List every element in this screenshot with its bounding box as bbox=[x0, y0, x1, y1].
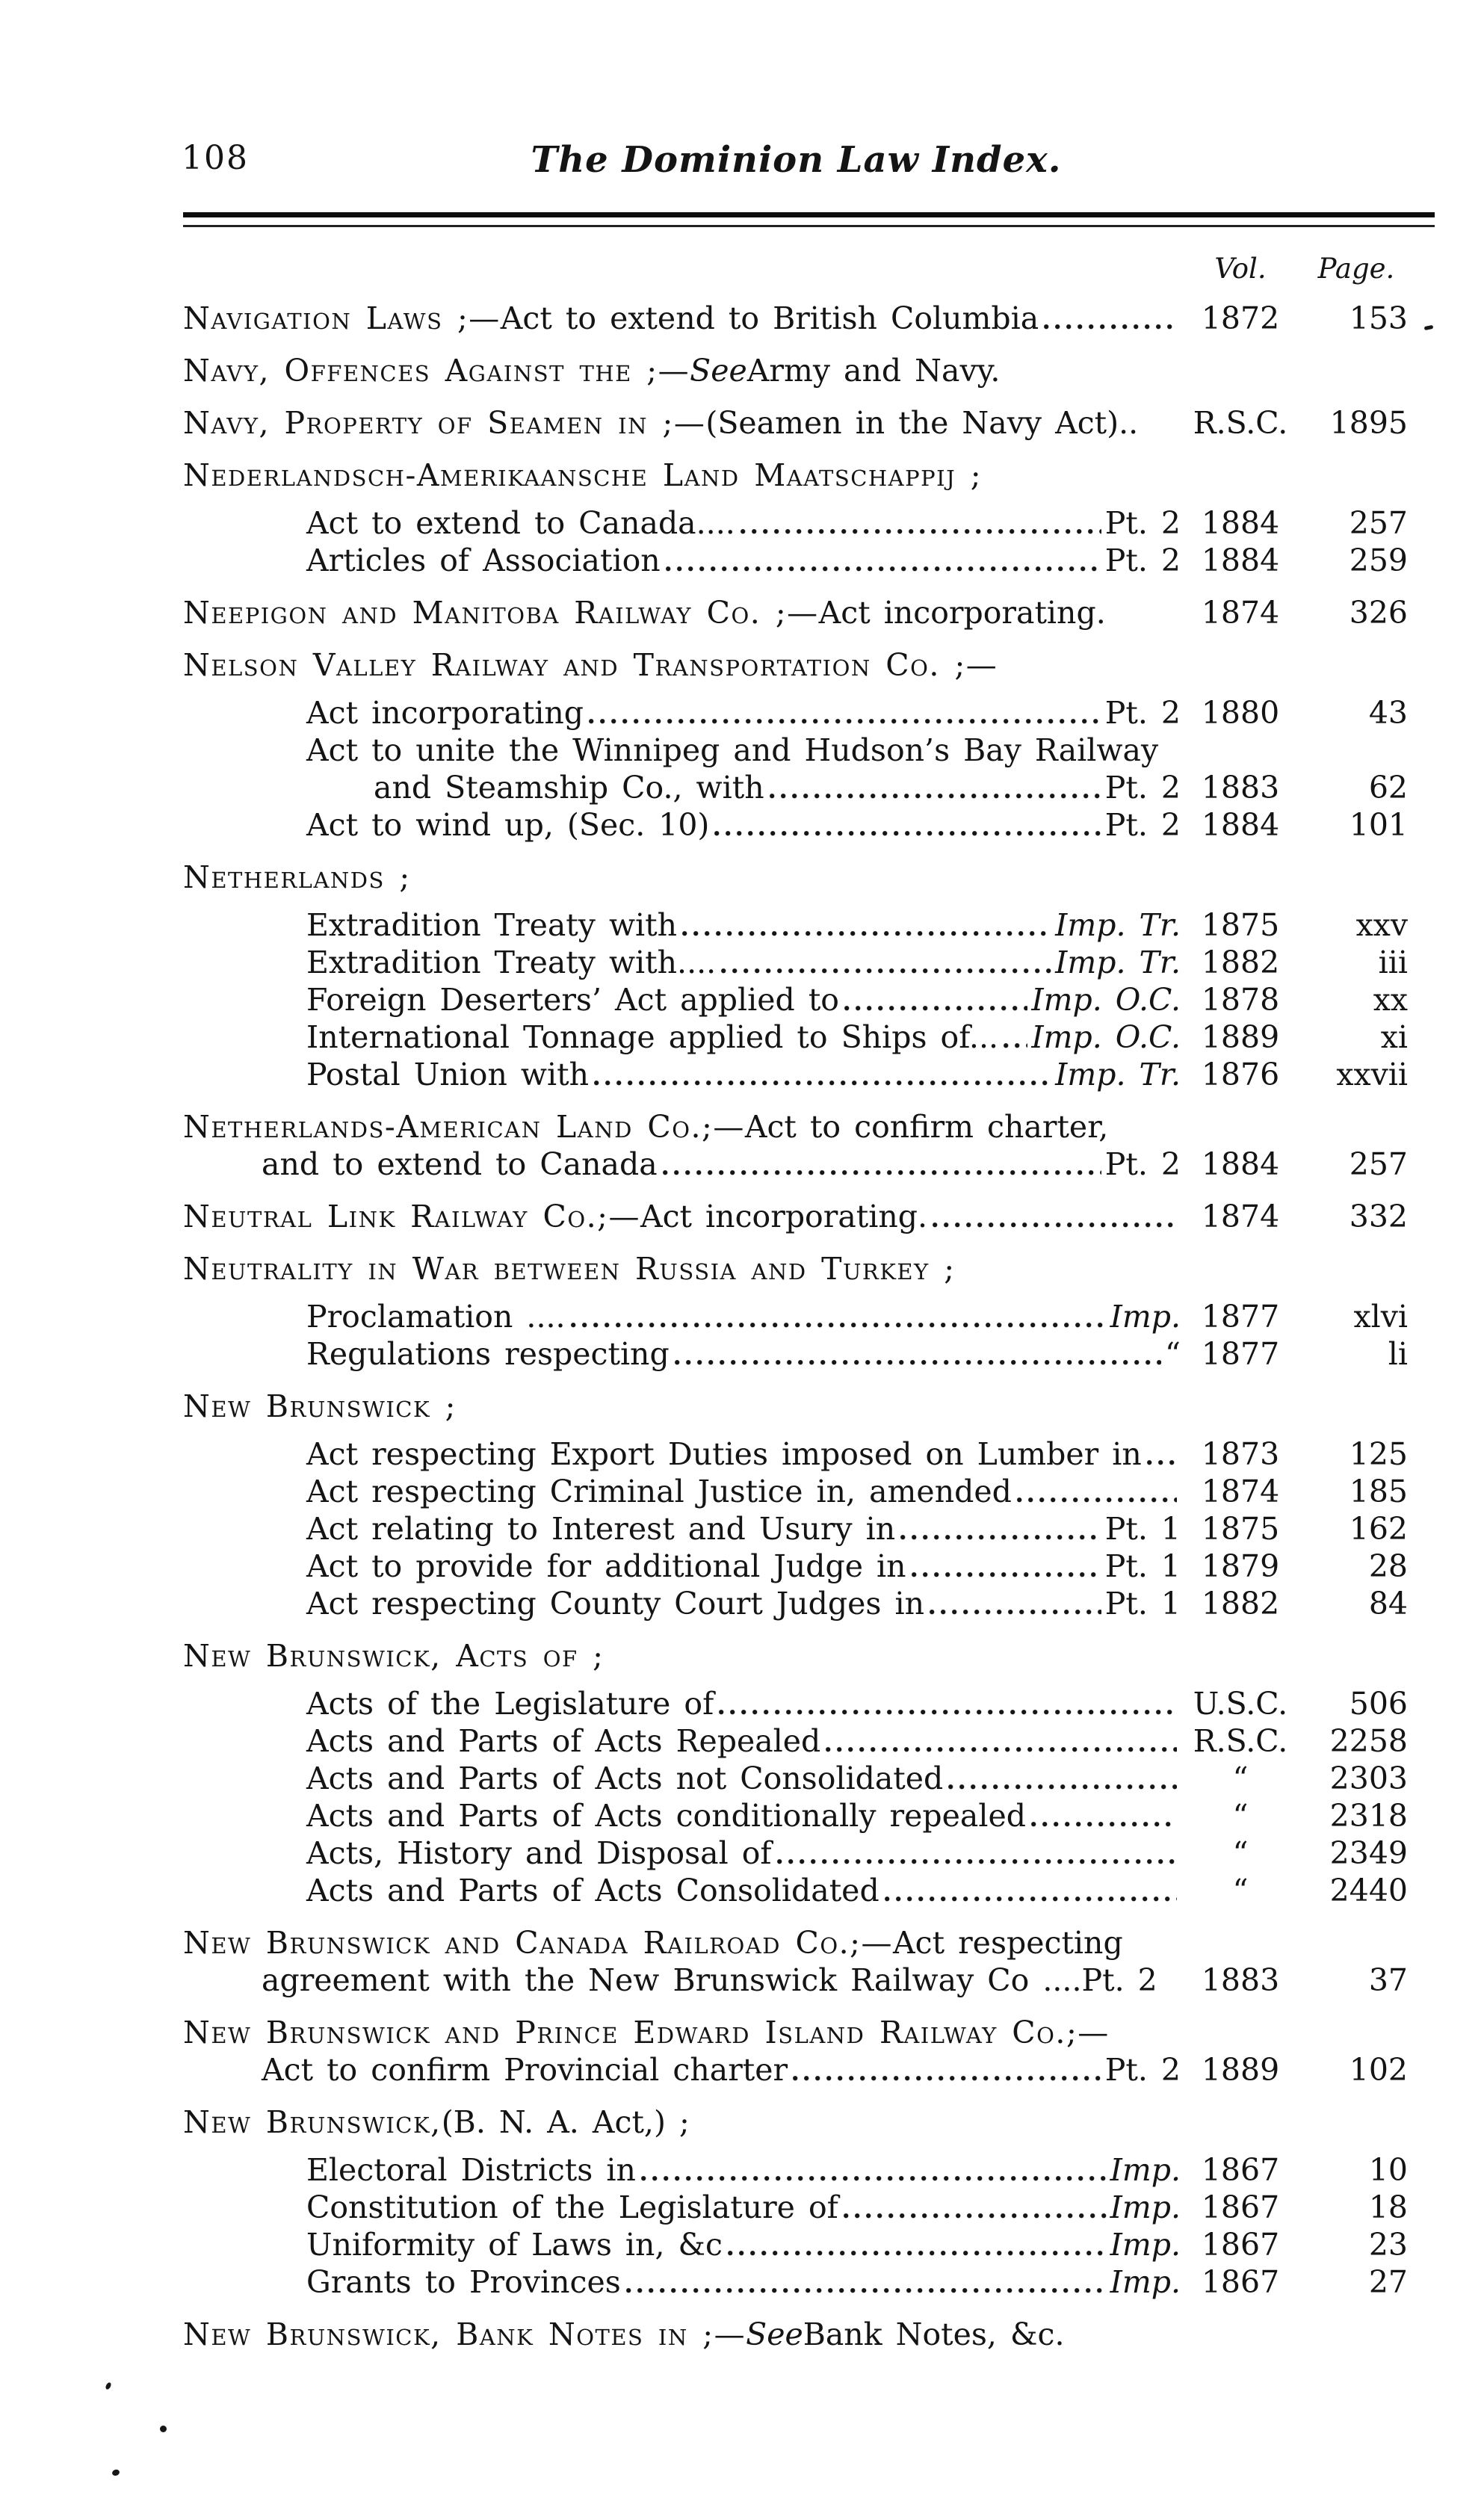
dot-leader bbox=[839, 981, 1031, 1018]
entry-heading-text: Navy, Offences Against the ;— bbox=[183, 353, 690, 389]
vol-cell: 1867 bbox=[1201, 2227, 1280, 2263]
dot-leader bbox=[677, 906, 1055, 944]
entry-body-text: Act respecting Export Duties imposed on Lumber in bbox=[306, 1436, 1142, 1472]
page-header bbox=[0, 0, 1484, 187]
reference-label: Imp. bbox=[1110, 2189, 1181, 2225]
index-row bbox=[183, 1962, 1412, 1999]
entry-heading-text: Netherlands ; bbox=[183, 859, 411, 895]
entry-text bbox=[183, 1685, 1181, 1722]
entry-heading-text: Navy, Property of Seamen in ;— bbox=[183, 405, 706, 441]
vol-cell: “ bbox=[1232, 1873, 1249, 1908]
index-row bbox=[183, 2263, 1412, 2301]
page-cell: 2318 bbox=[1329, 1798, 1408, 1834]
entry-text bbox=[183, 944, 1181, 981]
page-cell: 185 bbox=[1349, 1474, 1408, 1509]
vol-cell: 1882 bbox=[1201, 1586, 1280, 1622]
entry-text bbox=[183, 2226, 1181, 2263]
index-row bbox=[183, 906, 1412, 944]
index-row bbox=[183, 1548, 1412, 1585]
dot-leader bbox=[772, 1834, 1181, 1872]
page-cell: 102 bbox=[1349, 2052, 1408, 2088]
index-row bbox=[183, 1637, 1412, 1675]
vol-cell: 1877 bbox=[1201, 1336, 1280, 1372]
entry-text bbox=[183, 2051, 1181, 2089]
entry-text bbox=[183, 1435, 1181, 1473]
entry-body-text: Acts and Parts of Acts not Consolidated bbox=[306, 1761, 944, 1796]
reference-label: Pt. 2 bbox=[1104, 695, 1181, 731]
entry-body-text: Act to confirm charter, bbox=[744, 1109, 1109, 1145]
index-row bbox=[183, 646, 1412, 684]
page-cell: 506 bbox=[1349, 1686, 1408, 1722]
index-row bbox=[183, 594, 1412, 631]
entry-text bbox=[183, 1250, 1181, 1287]
vol-cell: 1889 bbox=[1201, 2052, 1280, 2088]
entry-text bbox=[183, 352, 1181, 389]
vol-cell: 1867 bbox=[1201, 2189, 1280, 2225]
entry-text bbox=[183, 1108, 1181, 1146]
entry-body-text: Uniformity of Laws in, &c bbox=[306, 2227, 723, 2263]
page-cell: 326 bbox=[1349, 595, 1408, 631]
entry-text bbox=[183, 1018, 1181, 1056]
index-row bbox=[183, 769, 1412, 806]
entry-body-text: Grants to Provinces bbox=[306, 2264, 621, 2300]
index-row bbox=[183, 457, 1412, 494]
entry-heading-text: Nelson Valley Railway and Transportation Co. ;— bbox=[183, 647, 998, 683]
reference-label: Imp. bbox=[1110, 2264, 1181, 2300]
entry-text bbox=[183, 2263, 1181, 2301]
dot-leader bbox=[924, 1585, 1105, 1622]
vol-cell: 1883 bbox=[1201, 770, 1280, 806]
dot-leader bbox=[589, 1056, 1055, 1093]
entry-body-text: and to extend to Canada bbox=[262, 1146, 658, 1182]
index-row bbox=[183, 1872, 1412, 1909]
entry-heading-text: Navigation Laws ;— bbox=[183, 300, 501, 336]
vol-cell: “ bbox=[1232, 1835, 1249, 1871]
reference-label: Pt. 1 bbox=[1104, 1586, 1181, 1622]
entry-body-text: Act respecting Criminal Justice in, amended bbox=[306, 1474, 1012, 1509]
page-cell: 10 bbox=[1368, 2152, 1408, 2188]
index-row bbox=[183, 1335, 1412, 1373]
entry-text bbox=[183, 1722, 1181, 1760]
entry-text bbox=[183, 732, 1181, 769]
entry-text bbox=[183, 457, 1181, 494]
reference-label: Imp. O.C. bbox=[1031, 982, 1181, 1018]
entry-text bbox=[183, 1198, 1181, 1235]
vol-column-header: Vol. bbox=[1214, 253, 1267, 285]
dot-leader bbox=[658, 1146, 1105, 1183]
dot-leader bbox=[584, 694, 1105, 732]
reference-label: Imp. Tr. bbox=[1055, 945, 1181, 980]
dot-leader bbox=[723, 2226, 1110, 2263]
entry-heading-text: Neutral Link Railway Co.;— bbox=[183, 1199, 640, 1234]
entry-body-text: Acts and Parts of Acts conditionally repealed bbox=[306, 1798, 1026, 1834]
entry-text bbox=[183, 2014, 1181, 2051]
reference-label: Imp. bbox=[1110, 2227, 1181, 2263]
entry-text bbox=[183, 646, 1181, 684]
vol-cell: 1889 bbox=[1201, 1019, 1280, 1055]
page-cell: xlvi bbox=[1353, 1299, 1408, 1335]
entry-body-text: Foreign Deserters’ Act applied to bbox=[306, 982, 839, 1018]
page-cell: xx bbox=[1373, 982, 1408, 1018]
entry-heading-text: Neutrality in War between Russia and Turkey ; bbox=[183, 1251, 956, 1287]
entry-body-text: Extradition Treaty with bbox=[306, 907, 678, 943]
page-cell: 257 bbox=[1349, 505, 1408, 541]
entry-body-text: Regulations respecting bbox=[306, 1336, 670, 1372]
vol-cell: 1878 bbox=[1201, 982, 1280, 1018]
page-cell: xxvii bbox=[1336, 1057, 1408, 1092]
entry-body-text: Acts and Parts of Acts Consolidated bbox=[306, 1873, 879, 1908]
entry-body-text: Act to extend to Canada.... bbox=[306, 505, 735, 541]
reference-label: Pt. 2 bbox=[1104, 807, 1181, 843]
index-row bbox=[183, 1388, 1412, 1425]
entry-body-text: Act to confirm Provincial charter bbox=[262, 2052, 788, 2088]
dot-leader bbox=[716, 944, 1055, 981]
entry-body-text: Act respecting County Court Judges in bbox=[306, 1586, 925, 1622]
ink-speck bbox=[160, 2426, 167, 2432]
page-cell: 2349 bbox=[1329, 1835, 1408, 1871]
index-row bbox=[183, 2226, 1412, 2263]
entry-body-text: Acts of the Legislature of bbox=[306, 1686, 714, 1722]
entry-body-text: See bbox=[746, 2316, 803, 2352]
entry-text bbox=[183, 1637, 1181, 1675]
page-cell: 2440 bbox=[1329, 1873, 1408, 1908]
vol-cell: 1874 bbox=[1201, 1199, 1280, 1234]
entry-text bbox=[183, 594, 1181, 631]
reference-label: Pt. 2 bbox=[1104, 505, 1181, 541]
page-cell: 23 bbox=[1368, 2227, 1408, 2263]
reference-label: Pt. 2 bbox=[1104, 2052, 1181, 2088]
entry-body-text: and Steamship Co., with bbox=[374, 770, 764, 806]
index-row bbox=[183, 352, 1412, 389]
reference-label: Pt. 2 bbox=[1104, 542, 1181, 578]
page-cell: 162 bbox=[1349, 1511, 1408, 1547]
entry-text bbox=[183, 1510, 1181, 1548]
reference-label: Imp. bbox=[1110, 1299, 1181, 1335]
entry-heading-text: Nederlandsch-Amerikaansche Land Maatschappij ; bbox=[183, 457, 983, 493]
entry-body-text: Act to unite the Winnipeg and Hudson’s Bay Railway bbox=[306, 732, 1159, 768]
index-row bbox=[183, 1924, 1412, 1962]
reference-label: Pt. 2 bbox=[1104, 1146, 1181, 1182]
entry-text bbox=[183, 404, 1181, 442]
entry-text bbox=[183, 981, 1181, 1018]
dot-leader bbox=[566, 1298, 1110, 1335]
entry-heading-text: New Brunswick, Bank Notes in ;— bbox=[183, 2316, 746, 2352]
entry-text bbox=[183, 1298, 1181, 1335]
page-cell: iii bbox=[1378, 945, 1408, 980]
entry-body-text: Constitution of the Legislature of bbox=[306, 2189, 838, 2225]
page-cell: 28 bbox=[1368, 1548, 1408, 1584]
entry-heading-text: Netherlands-American Land Co.;— bbox=[183, 1109, 745, 1145]
index-row bbox=[183, 1510, 1412, 1548]
entry-text bbox=[183, 1056, 1181, 1093]
index-row bbox=[183, 404, 1412, 442]
dot-leader bbox=[1039, 300, 1181, 337]
entry-text bbox=[183, 769, 1181, 806]
vol-cell: 1872 bbox=[1201, 300, 1280, 336]
index-row bbox=[183, 542, 1412, 579]
vol-cell: 1879 bbox=[1201, 1548, 1280, 1584]
index-row bbox=[183, 1834, 1412, 1872]
dot-leader bbox=[820, 1722, 1181, 1760]
dot-leader bbox=[879, 1872, 1181, 1909]
index-row bbox=[183, 1198, 1412, 1235]
entry-heading-text: New Brunswick ; bbox=[183, 1388, 457, 1424]
index-row bbox=[183, 1797, 1412, 1834]
vol-cell: U.S.C. bbox=[1193, 1686, 1288, 1722]
index-row bbox=[183, 1760, 1412, 1797]
dot-leader bbox=[1142, 1435, 1181, 1473]
index-row bbox=[183, 1298, 1412, 1335]
vol-cell: 1884 bbox=[1201, 807, 1280, 843]
entry-heading-text: Neepigon and Manitoba Railway Co. ;— bbox=[183, 595, 819, 631]
vol-cell: 1875 bbox=[1201, 907, 1280, 943]
vol-cell: 1884 bbox=[1201, 542, 1280, 578]
entry-heading-text: New Brunswick, bbox=[183, 2104, 442, 2140]
index-row bbox=[183, 944, 1412, 981]
vol-cell: 1877 bbox=[1201, 1299, 1280, 1335]
page-number: 108 bbox=[182, 139, 249, 177]
index-row bbox=[183, 1473, 1412, 1510]
entry-text bbox=[183, 1797, 1181, 1834]
page-cell: 84 bbox=[1368, 1586, 1408, 1622]
entry-body-text: Extradition Treaty with.... bbox=[306, 945, 717, 980]
vol-cell: 1880 bbox=[1201, 695, 1280, 731]
entry-body-text: Bank Notes, &c. bbox=[803, 2316, 1065, 2352]
page-column-header: Page. bbox=[1317, 253, 1395, 285]
index-row bbox=[183, 1685, 1412, 1722]
vol-cell: 1874 bbox=[1201, 595, 1280, 631]
index-row bbox=[183, 694, 1412, 732]
entry-text bbox=[183, 2103, 1181, 2141]
index-row bbox=[183, 1435, 1412, 1473]
dot-leader bbox=[895, 1510, 1105, 1548]
vol-cell: 1882 bbox=[1201, 945, 1280, 980]
dot-leader bbox=[621, 2263, 1110, 2301]
entry-text bbox=[183, 1548, 1181, 1585]
reference-label: Pt. 1 bbox=[1104, 1511, 1181, 1547]
page-cell: 125 bbox=[1349, 1436, 1408, 1472]
entry-body-text: Act relating to Interest and Usury in bbox=[306, 1511, 896, 1547]
entry-text bbox=[183, 300, 1181, 337]
entry-body-text: Electoral Districts in bbox=[306, 2152, 636, 2188]
entry-heading-text: New Brunswick and Canada Railroad Co.;— bbox=[183, 1925, 893, 1961]
index-row bbox=[183, 1108, 1412, 1146]
vol-cell: 1875 bbox=[1201, 1511, 1280, 1547]
index-row bbox=[183, 2051, 1412, 2089]
entry-body-text: Acts, History and Disposal of bbox=[306, 1835, 772, 1871]
page-cell: 153 bbox=[1349, 300, 1408, 336]
index-row bbox=[183, 732, 1412, 769]
column-headers bbox=[183, 253, 1412, 285]
index-row bbox=[183, 2189, 1412, 2226]
entry-body-text: (B. N. A. Act,) ; bbox=[441, 2104, 690, 2140]
entry-text bbox=[183, 1388, 1181, 1425]
entry-body-text: Articles of Association bbox=[306, 542, 661, 578]
dot-leader bbox=[1026, 1797, 1181, 1834]
page-cell: 257 bbox=[1349, 1146, 1408, 1182]
entry-body-text: See bbox=[690, 353, 747, 389]
entry-text bbox=[183, 694, 1181, 732]
dot-leader bbox=[998, 1018, 1031, 1056]
entry-text bbox=[183, 2189, 1181, 2226]
index-row bbox=[183, 2316, 1412, 2353]
dot-leader bbox=[1012, 1473, 1181, 1510]
page-cell: xi bbox=[1380, 1019, 1408, 1055]
vol-cell: 1874 bbox=[1201, 1474, 1280, 1509]
page-cell: 27 bbox=[1368, 2264, 1408, 2300]
entry-text bbox=[183, 1962, 1181, 1999]
index-row bbox=[183, 859, 1412, 896]
entry-body-text: Army and Navy. bbox=[746, 353, 1001, 389]
index-row bbox=[183, 2014, 1412, 2051]
dot-leader bbox=[709, 806, 1104, 844]
entry-text bbox=[183, 806, 1181, 844]
entry-text bbox=[183, 504, 1181, 542]
index-row bbox=[183, 981, 1412, 1018]
vol-cell: 1876 bbox=[1201, 1057, 1280, 1092]
page-cell: 62 bbox=[1368, 770, 1408, 806]
entry-text bbox=[183, 1872, 1181, 1909]
dot-leader bbox=[788, 2051, 1105, 2089]
page-cell: li bbox=[1388, 1336, 1408, 1372]
index-row bbox=[183, 1585, 1412, 1622]
page-cell: 37 bbox=[1368, 1962, 1408, 1998]
entry-text bbox=[183, 1585, 1181, 1622]
index-row bbox=[183, 1056, 1412, 1093]
vol-cell: 1867 bbox=[1201, 2264, 1280, 2300]
vol-cell: 1873 bbox=[1201, 1436, 1280, 1472]
vol-cell: “ bbox=[1232, 1761, 1249, 1796]
header-rule bbox=[183, 212, 1435, 227]
index-row bbox=[183, 2103, 1412, 2141]
entry-body-text: Act incorporating bbox=[306, 695, 584, 731]
page-cell: 2303 bbox=[1329, 1761, 1408, 1796]
entry-heading-text: New Brunswick, Acts of ; bbox=[183, 1638, 605, 1674]
dot-leader bbox=[735, 504, 1105, 542]
reference-label: Pt. 1 bbox=[1104, 1548, 1181, 1584]
entry-body-text: Act respecting bbox=[893, 1925, 1123, 1961]
page-cell: 101 bbox=[1349, 807, 1408, 843]
index-table bbox=[183, 253, 1412, 2353]
index-entries bbox=[183, 300, 1412, 2353]
page-cell: 2258 bbox=[1329, 1723, 1408, 1759]
entry-body-text: Proclamation .... bbox=[306, 1299, 566, 1335]
index-row bbox=[183, 1722, 1412, 1760]
index-row bbox=[183, 300, 1412, 337]
dot-leader bbox=[943, 1760, 1181, 1797]
reference-label: Imp. O.C. bbox=[1031, 1019, 1181, 1055]
index-row bbox=[183, 806, 1412, 844]
entry-body-text: Act to wind up, (Sec. 10) bbox=[306, 807, 710, 843]
ink-speck bbox=[111, 2469, 120, 2477]
reference-label: Imp. Tr. bbox=[1055, 1057, 1181, 1092]
dot-leader bbox=[838, 2189, 1110, 2226]
entry-body-text: (Seamen in the Navy Act).. bbox=[705, 405, 1139, 441]
reference-label: Pt. 2 bbox=[1081, 1962, 1157, 1998]
entry-heading-text: New Brunswick and Prince Edward Island Railway Co.;— bbox=[183, 2015, 1110, 2050]
entry-text bbox=[183, 2316, 1181, 2353]
entry-body-text: Act incorporating. bbox=[640, 1199, 928, 1234]
reference-label: “ bbox=[1165, 1336, 1181, 1372]
reference-label: Imp. bbox=[1110, 2152, 1181, 2188]
page-cell: 259 bbox=[1349, 542, 1408, 578]
reference-label: Pt. 2 bbox=[1104, 770, 1181, 806]
dot-leader bbox=[927, 1198, 1181, 1235]
dot-leader bbox=[636, 2151, 1110, 2189]
dot-leader bbox=[661, 542, 1105, 579]
entry-body-text: International Tonnage applied to Ships of... bbox=[306, 1019, 999, 1055]
entry-body-text: Acts and Parts of Acts Repealed bbox=[306, 1723, 821, 1759]
page-cell: 332 bbox=[1349, 1199, 1408, 1234]
entry-text bbox=[183, 1473, 1181, 1510]
vol-cell: 1884 bbox=[1201, 1146, 1280, 1182]
entry-body-text: Act to extend to British Columbia bbox=[500, 300, 1039, 336]
entry-text bbox=[183, 542, 1181, 579]
page-title: The Dominion Law Index. bbox=[531, 139, 1062, 181]
entry-body-text: Act incorporating. bbox=[818, 595, 1106, 631]
entry-text bbox=[183, 2151, 1181, 2189]
index-row bbox=[183, 1250, 1412, 1287]
index-row bbox=[183, 504, 1412, 542]
page-cell: 18 bbox=[1368, 2189, 1408, 2225]
ink-speck bbox=[1424, 325, 1434, 330]
entry-text bbox=[183, 1834, 1181, 1872]
vol-cell: 1883 bbox=[1201, 1962, 1280, 1998]
entry-text bbox=[183, 859, 1181, 896]
index-row bbox=[183, 1146, 1412, 1183]
ink-speck bbox=[105, 2381, 112, 2390]
page-cell: xxv bbox=[1355, 907, 1408, 943]
page-cell: 1895 bbox=[1329, 405, 1408, 441]
index-row bbox=[183, 1018, 1412, 1056]
entry-body-text: Act to provide for additional Judge in bbox=[306, 1548, 906, 1584]
entry-text bbox=[183, 906, 1181, 944]
page-cell: 43 bbox=[1368, 695, 1408, 731]
index-row bbox=[183, 2151, 1412, 2189]
vol-cell: “ bbox=[1232, 1798, 1249, 1834]
entry-body-text: Postal Union with bbox=[306, 1057, 589, 1092]
entry-text bbox=[183, 1924, 1181, 1962]
entry-text bbox=[183, 1335, 1181, 1373]
vol-cell: 1867 bbox=[1201, 2152, 1280, 2188]
dot-leader bbox=[906, 1548, 1105, 1585]
entry-body-text: agreement with the New Brunswick Railway Co .... bbox=[262, 1962, 1082, 1998]
vol-cell: 1884 bbox=[1201, 505, 1280, 541]
vol-cell: R.S.C. bbox=[1193, 405, 1288, 441]
entry-text bbox=[183, 1760, 1181, 1797]
entry-text bbox=[183, 1146, 1181, 1183]
vol-cell: R.S.C. bbox=[1193, 1723, 1288, 1759]
dot-leader bbox=[714, 1685, 1181, 1722]
dot-leader bbox=[764, 769, 1105, 806]
dot-leader bbox=[670, 1335, 1165, 1373]
reference-label: Imp. Tr. bbox=[1055, 907, 1181, 943]
